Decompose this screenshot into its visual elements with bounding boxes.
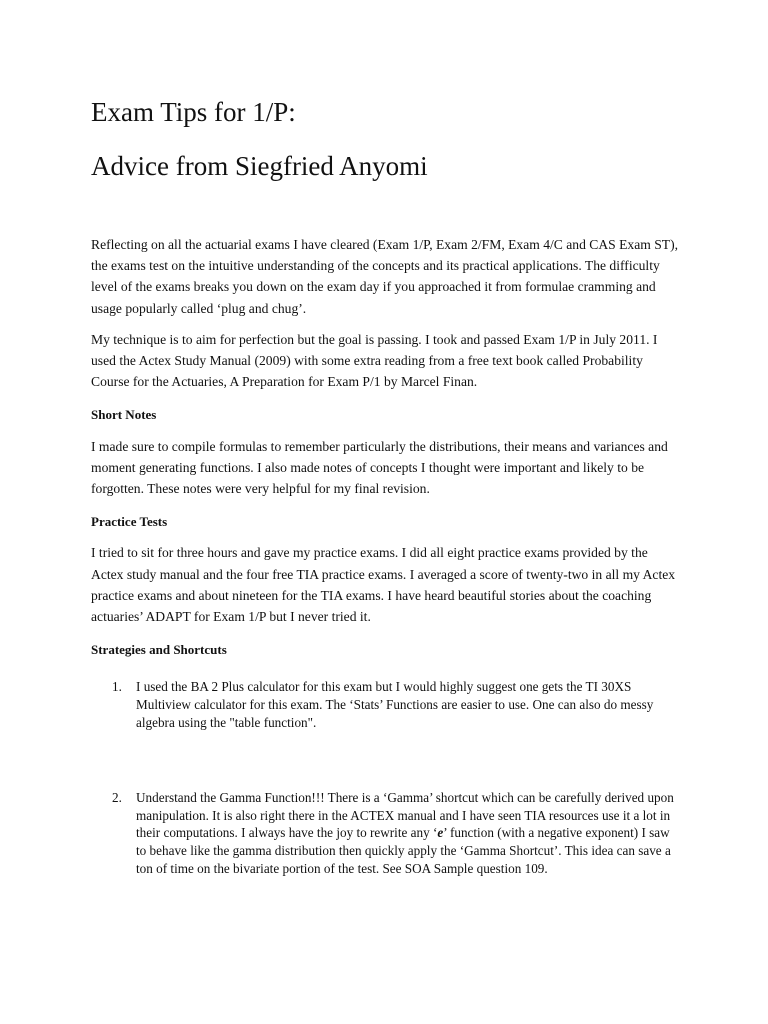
document-body	[91, 234, 681, 877]
list-item-text-before: Understand the Gamma Function!!! There is a ‘Gamma’ shortcut which can be carefully derived upon manipulation. It is also right there in the ACTEX manual and I have seen TIA resources use it a lot in their computations. I always have the joy to rewrite any ‘	[136, 790, 674, 841]
strategies-heading: Strategies and Shortcuts	[91, 642, 227, 658]
strategies-list	[91, 678, 681, 877]
short-notes-heading: Short Notes	[91, 407, 157, 423]
practice-tests-heading: Practice Tests	[91, 514, 168, 530]
technique-paragraph: My technique is to aim for perfection but the goal is passing. I took and passed Exam 1/P in July 2011. I used the Actex Study Manual (2009) with some extra reading from a free text book called Probability Course for the Actuaries, A Preparation for Exam P/1 by Marcel Finan.	[91, 331, 658, 390]
practice-tests-paragraph: I tried to sit for three hours and gave my practice exams. I did all eight practice exams provided by the Actex study manual and the four free TIA practice exams. I averaged a score of twenty-two in all my Actex practice exams and about nineteen for the TIA exams. I have heard beautiful stories about the coaching actuaries’ ADAPT for Exam 1/P but I never tried it.	[91, 545, 676, 625]
short-notes-paragraph: I made sure to compile formulas to remember particularly the distributions, their means and variances and moment generating functions. I also made notes of concepts I thought were important and likely to be forgotten. These notes were very helpful for my final revision.	[91, 438, 668, 497]
title-line-1: Exam Tips for 1/P:	[91, 97, 296, 127]
list-item	[91, 678, 681, 731]
list-item	[91, 789, 681, 877]
list-item-number: 1.	[112, 679, 122, 695]
list-item-number: 2.	[112, 790, 122, 806]
e-symbol: e	[437, 825, 444, 841]
list-item-text: I used the BA 2 Plus calculator for this exam but I would highly suggest one gets the TI 30XS Multiview calculator for this exam. The ‘Stats’ Functions are easier to use. One can also do messy algebra using the "table function".	[136, 679, 654, 730]
title-line-2: Advice from Siegfried Anyomi	[91, 151, 428, 181]
intro-paragraph: Reflecting on all the actuarial exams I have cleared (Exam 1/P, Exam 2/FM, Exam 4/C and CAS Exam ST), the exams test on the intuitive understanding of the concepts and its practical applications. The difficulty level of the exams breaks you down on the exam day if you approached it from formulae cramming and usage popularly called ‘plug and chug’.	[91, 237, 679, 316]
list-item-text-after: ’ function (with a negative exponent) I saw to behave like the gamma distribution then quickly apply the ‘Gamma Shortcut’. This idea can save a ton of time on the bivariate portion of the test. See SOA Sample question 109.	[136, 825, 671, 876]
